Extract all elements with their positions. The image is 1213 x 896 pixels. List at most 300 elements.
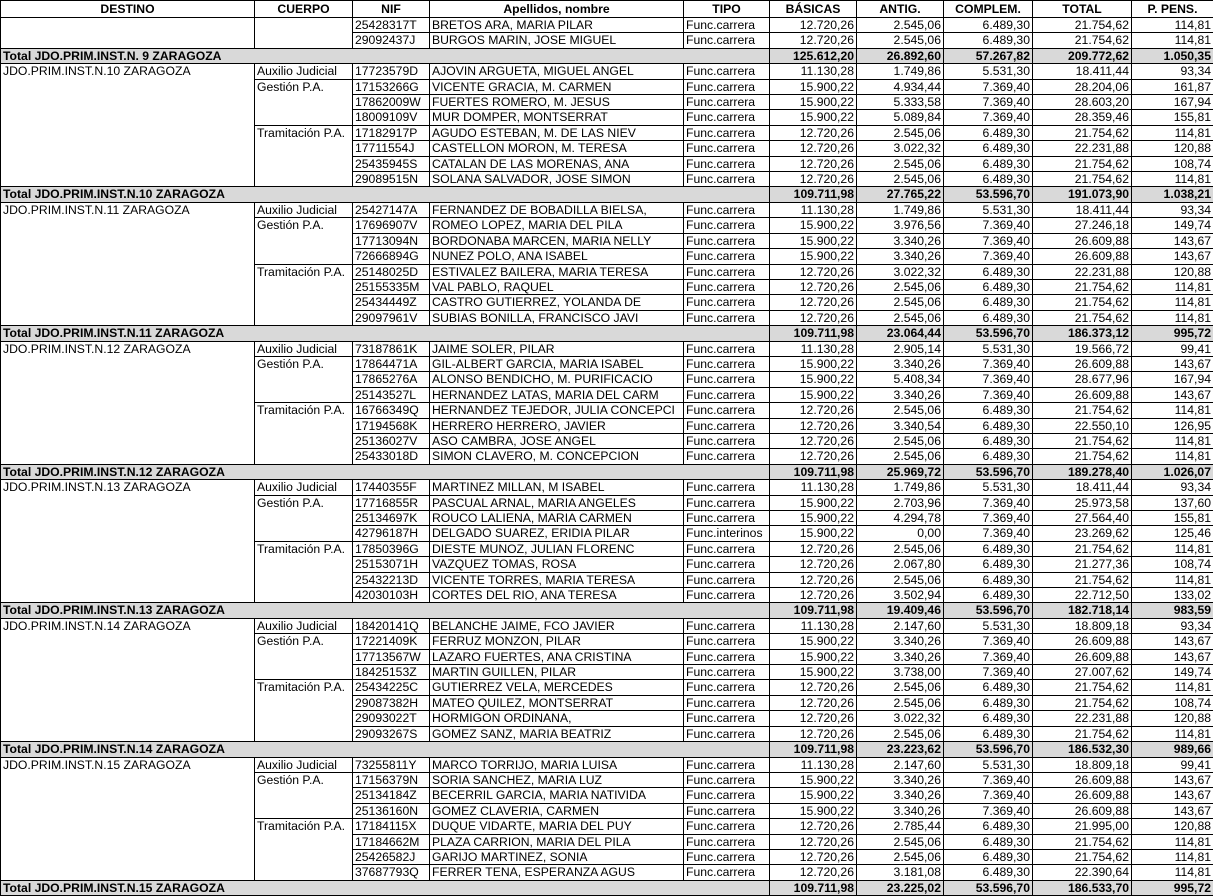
basicas-cell: 15.900,22 — [770, 387, 857, 402]
cuerpo-cell: Tramitación P.A. — [255, 264, 353, 326]
header-antig: ANTIG. — [857, 1, 944, 18]
tipo-cell: Func.carrera — [684, 403, 770, 418]
complem-cell: 6.489,30 — [944, 295, 1033, 310]
p-pens-cell: 114,81 — [1132, 403, 1213, 418]
nif-cell: 25143527L — [353, 387, 430, 402]
total-row — [1, 880, 1213, 895]
total-value: 1.026,07 — [1132, 464, 1213, 479]
nif-cell: 25153071H — [353, 557, 430, 572]
total-value: 109.711,98 — [770, 742, 857, 757]
total-cell: 27.564,40 — [1033, 511, 1132, 526]
total-cell: 26.609,88 — [1033, 634, 1132, 649]
nif-cell: 17713094N — [353, 233, 430, 248]
tipo-cell: Func.carrera — [684, 202, 770, 217]
total-cell: 22.390,64 — [1033, 865, 1132, 880]
total-label: Total JDO.PRIM.INST.N.14 ZARAGOZA — [1, 742, 770, 757]
nif-cell: 25134697K — [353, 511, 430, 526]
total-cell: 21.754,62 — [1033, 403, 1132, 418]
total-value: 209.772,62 — [1033, 48, 1132, 63]
complem-cell: 6.489,30 — [944, 711, 1033, 726]
antig-cell: 3.340,54 — [857, 418, 944, 433]
cuerpo-cell: Gestión P.A. — [255, 218, 353, 264]
nif-cell: 29087382H — [353, 695, 430, 710]
complem-cell: 6.489,30 — [944, 433, 1033, 448]
basicas-cell: 12.720,26 — [770, 711, 857, 726]
antig-cell: 2.545,06 — [857, 403, 944, 418]
tipo-cell: Func.carrera — [684, 726, 770, 741]
total-value: 186.373,12 — [1033, 326, 1132, 341]
total-value: 23.225,02 — [857, 880, 944, 895]
complem-cell: 5.531,30 — [944, 480, 1033, 495]
p-pens-cell: 155,81 — [1132, 511, 1213, 526]
total-label: Total JDO.PRIM.INST.N.10 ZARAGOZA — [1, 187, 770, 202]
complem-cell: 7.369,40 — [944, 495, 1033, 510]
basicas-cell: 12.720,26 — [770, 433, 857, 448]
basicas-cell: 12.720,26 — [770, 695, 857, 710]
total-cell: 26.609,88 — [1033, 249, 1132, 264]
total-value: 53.596,70 — [944, 326, 1033, 341]
antig-cell: 3.340,26 — [857, 249, 944, 264]
total-cell: 22.231,88 — [1033, 141, 1132, 156]
p-pens-cell: 143,67 — [1132, 634, 1213, 649]
basicas-cell: 12.720,26 — [770, 141, 857, 156]
complem-cell: 7.369,40 — [944, 665, 1033, 680]
p-pens-cell: 143,67 — [1132, 233, 1213, 248]
antig-cell: 3.502,94 — [857, 588, 944, 603]
tipo-cell: Func.carrera — [684, 618, 770, 633]
p-pens-cell: 114,81 — [1132, 172, 1213, 187]
destino-cell: JDO.PRIM.INST.N.15 ZARAGOZA — [1, 757, 255, 880]
table-row — [1, 341, 1213, 356]
nif-cell: 18420141Q — [353, 618, 430, 633]
antig-cell: 2.545,06 — [857, 172, 944, 187]
p-pens-cell: 114,81 — [1132, 449, 1213, 464]
total-cell: 18.809,18 — [1033, 757, 1132, 772]
complem-cell: 6.489,30 — [944, 834, 1033, 849]
antig-cell: 2.545,06 — [857, 433, 944, 448]
destino-cell — [1, 18, 255, 49]
name-cell: HERNANDEZ TEJEDOR, JULIA CONCEPCI — [430, 403, 684, 418]
total-cell: 21.754,62 — [1033, 849, 1132, 864]
destino-cell: JDO.PRIM.INST.N.14 ZARAGOZA — [1, 618, 255, 741]
total-row — [1, 603, 1213, 618]
complem-cell: 6.489,30 — [944, 680, 1033, 695]
p-pens-cell: 114,81 — [1132, 33, 1213, 48]
tipo-cell: Func.carrera — [684, 310, 770, 325]
total-value: 57.267,82 — [944, 48, 1033, 63]
total-cell: 19.566,72 — [1033, 341, 1132, 356]
table-row — [1, 18, 1213, 33]
tipo-cell: Func.carrera — [684, 819, 770, 834]
p-pens-cell: 167,94 — [1132, 372, 1213, 387]
tipo-cell: Func.carrera — [684, 680, 770, 695]
nif-cell: 25136160N — [353, 803, 430, 818]
total-value: 1.050,35 — [1132, 48, 1213, 63]
nif-cell: 17221409K — [353, 634, 430, 649]
basicas-cell: 12.720,26 — [770, 156, 857, 171]
tipo-cell: Func.interinos — [684, 526, 770, 541]
total-cell: 21.754,62 — [1033, 449, 1132, 464]
p-pens-cell: 114,81 — [1132, 865, 1213, 880]
name-cell: FERRER TENA, ESPERANZA AGUS — [430, 865, 684, 880]
antig-cell: 2.067,80 — [857, 557, 944, 572]
destino-cell: JDO.PRIM.INST.N.10 ZARAGOZA — [1, 64, 255, 187]
total-value: 995,72 — [1132, 326, 1213, 341]
total-value: 186.533,70 — [1033, 880, 1132, 895]
name-cell: BECERRIL GARCIA, MARIA NATIVIDA — [430, 788, 684, 803]
nif-cell: 17153266G — [353, 79, 430, 94]
antig-cell: 4.934,44 — [857, 79, 944, 94]
header-nif: NIF — [353, 1, 430, 18]
table-row — [1, 202, 1213, 217]
antig-cell: 5.408,34 — [857, 372, 944, 387]
complem-cell: 7.369,40 — [944, 634, 1033, 649]
name-cell: CASTELLON MORON, M. TERESA — [430, 141, 684, 156]
p-pens-cell: 143,67 — [1132, 803, 1213, 818]
name-cell: AGUDO ESTEBAN, M. DE LAS NIEV — [430, 125, 684, 140]
antig-cell: 1.749,86 — [857, 202, 944, 217]
nif-cell: 25435945S — [353, 156, 430, 171]
name-cell: GOMEZ SANZ, MARIA BEATRIZ — [430, 726, 684, 741]
header-total: TOTAL — [1033, 1, 1132, 18]
p-pens-cell: 149,74 — [1132, 218, 1213, 233]
complem-cell: 6.489,30 — [944, 279, 1033, 294]
basicas-cell: 11.130,28 — [770, 480, 857, 495]
name-cell: BORDONABA MARCEN, MARIA NELLY — [430, 233, 684, 248]
table-row — [1, 757, 1213, 772]
antig-cell: 2.545,06 — [857, 695, 944, 710]
tipo-cell: Func.carrera — [684, 18, 770, 33]
tipo-cell: Func.carrera — [684, 557, 770, 572]
table-row — [1, 618, 1213, 633]
nif-cell: 42030103H — [353, 588, 430, 603]
name-cell: SIMON CLAVERO, M. CONCEPCION — [430, 449, 684, 464]
tipo-cell: Func.carrera — [684, 95, 770, 110]
total-cell: 21.754,62 — [1033, 572, 1132, 587]
antig-cell: 2.545,06 — [857, 310, 944, 325]
total-cell: 21.754,62 — [1033, 125, 1132, 140]
total-value: 109.711,98 — [770, 880, 857, 895]
total-value: 109.711,98 — [770, 187, 857, 202]
complem-cell: 5.531,30 — [944, 757, 1033, 772]
p-pens-cell: 114,81 — [1132, 849, 1213, 864]
p-pens-cell: 93,34 — [1132, 618, 1213, 633]
name-cell: HERRERO HERRERO, JAVIER — [430, 418, 684, 433]
basicas-cell: 12.720,26 — [770, 403, 857, 418]
tipo-cell: Func.carrera — [684, 418, 770, 433]
name-cell: ROMEO LOPEZ, MARIA DEL PILA — [430, 218, 684, 233]
cuerpo-cell: Gestión P.A. — [255, 79, 353, 125]
basicas-cell: 12.720,26 — [770, 418, 857, 433]
basicas-cell: 12.720,26 — [770, 279, 857, 294]
name-cell: HERNANDEZ LATAS, MARIA DEL CARM — [430, 387, 684, 402]
basicas-cell: 11.130,28 — [770, 618, 857, 633]
nif-cell: 17184662M — [353, 834, 430, 849]
complem-cell: 6.489,30 — [944, 141, 1033, 156]
cuerpo-cell: Tramitación P.A. — [255, 541, 353, 603]
antig-cell: 2.545,06 — [857, 849, 944, 864]
header-basicas: BÁSICAS — [770, 1, 857, 18]
cuerpo-cell: Auxilio Judicial — [255, 64, 353, 79]
tipo-cell: Func.carrera — [684, 649, 770, 664]
table-row — [1, 480, 1213, 495]
name-cell: MARTINEZ MILLAN, M ISABEL — [430, 480, 684, 495]
name-cell: DELGADO SUAREZ, ERIDIA PILAR — [430, 526, 684, 541]
name-cell: HORMIGON ORDINANA, — [430, 711, 684, 726]
header-cuerpo: CUERPO — [255, 1, 353, 18]
nif-cell: 25136027V — [353, 433, 430, 448]
basicas-cell: 12.720,26 — [770, 18, 857, 33]
cuerpo-cell: Gestión P.A. — [255, 356, 353, 402]
nif-cell: 17713567W — [353, 649, 430, 664]
antig-cell: 2.545,06 — [857, 680, 944, 695]
complem-cell: 6.489,30 — [944, 33, 1033, 48]
antig-cell: 3.340,26 — [857, 772, 944, 787]
nif-cell: 25426582J — [353, 849, 430, 864]
basicas-cell: 12.720,26 — [770, 295, 857, 310]
p-pens-cell: 120,88 — [1132, 141, 1213, 156]
tipo-cell: Func.carrera — [684, 834, 770, 849]
p-pens-cell: 114,81 — [1132, 279, 1213, 294]
total-value: 995,72 — [1132, 880, 1213, 895]
tipo-cell: Func.carrera — [684, 865, 770, 880]
complem-cell: 7.369,40 — [944, 110, 1033, 125]
p-pens-cell: 108,74 — [1132, 557, 1213, 572]
total-value: 23.064,44 — [857, 326, 944, 341]
nif-cell: 17716855R — [353, 495, 430, 510]
tipo-cell: Func.carrera — [684, 803, 770, 818]
antig-cell: 2.545,06 — [857, 156, 944, 171]
nif-cell: 18425153Z — [353, 665, 430, 680]
name-cell: NUNEZ POLO, ANA ISABEL — [430, 249, 684, 264]
antig-cell: 2.545,06 — [857, 726, 944, 741]
complem-cell: 7.369,40 — [944, 387, 1033, 402]
total-cell: 22.231,88 — [1033, 264, 1132, 279]
destino-cell: JDO.PRIM.INST.N.11 ZARAGOZA — [1, 202, 255, 325]
total-cell: 18.411,44 — [1033, 480, 1132, 495]
total-row — [1, 326, 1213, 341]
cuerpo-cell: Tramitación P.A. — [255, 403, 353, 465]
p-pens-cell: 114,81 — [1132, 680, 1213, 695]
total-label: Total JDO.PRIM.INST.N.12 ZARAGOZA — [1, 464, 770, 479]
name-cell: GUTIERREZ VELA, MERCEDES — [430, 680, 684, 695]
antig-cell: 2.147,60 — [857, 757, 944, 772]
tipo-cell: Func.carrera — [684, 665, 770, 680]
total-cell: 22.550,10 — [1033, 418, 1132, 433]
p-pens-cell: 99,41 — [1132, 341, 1213, 356]
total-cell: 18.411,44 — [1033, 202, 1132, 217]
p-pens-cell: 114,81 — [1132, 125, 1213, 140]
complem-cell: 6.489,30 — [944, 264, 1033, 279]
antig-cell: 3.340,26 — [857, 788, 944, 803]
tipo-cell: Func.carrera — [684, 356, 770, 371]
name-cell: BELANCHE JAIME, FCO JAVIER — [430, 618, 684, 633]
basicas-cell: 11.130,28 — [770, 757, 857, 772]
basicas-cell: 12.720,26 — [770, 557, 857, 572]
tipo-cell: Func.carrera — [684, 279, 770, 294]
basicas-cell: 12.720,26 — [770, 172, 857, 187]
total-cell: 26.609,88 — [1033, 803, 1132, 818]
antig-cell: 5.089,84 — [857, 110, 944, 125]
tipo-cell: Func.carrera — [684, 511, 770, 526]
tipo-cell: Func.carrera — [684, 218, 770, 233]
basicas-cell: 15.900,22 — [770, 495, 857, 510]
tipo-cell: Func.carrera — [684, 449, 770, 464]
complem-cell: 7.369,40 — [944, 772, 1033, 787]
p-pens-cell: 155,81 — [1132, 110, 1213, 125]
antig-cell: 3.340,26 — [857, 233, 944, 248]
nif-cell: 17865276A — [353, 372, 430, 387]
tipo-cell: Func.carrera — [684, 849, 770, 864]
tipo-cell: Func.carrera — [684, 141, 770, 156]
total-cell: 25.973,58 — [1033, 495, 1132, 510]
p-pens-cell: 120,88 — [1132, 711, 1213, 726]
tipo-cell: Func.carrera — [684, 695, 770, 710]
tipo-cell: Func.carrera — [684, 480, 770, 495]
basicas-cell: 11.130,28 — [770, 341, 857, 356]
tipo-cell: Func.carrera — [684, 495, 770, 510]
name-cell: PLAZA CARRION, MARIA DEL PILA — [430, 834, 684, 849]
nif-cell: 73255811Y — [353, 757, 430, 772]
total-cell: 28.677,96 — [1033, 372, 1132, 387]
total-cell: 21.754,62 — [1033, 433, 1132, 448]
total-cell: 21.754,62 — [1033, 279, 1132, 294]
nif-cell: 25434449Z — [353, 295, 430, 310]
name-cell: VICENTE GRACIA, M. CARMEN — [430, 79, 684, 94]
complem-cell: 7.369,40 — [944, 649, 1033, 664]
header-complem: COMPLEM. — [944, 1, 1033, 18]
p-pens-cell: 114,81 — [1132, 572, 1213, 587]
basicas-cell: 12.720,26 — [770, 680, 857, 695]
tipo-cell: Func.carrera — [684, 588, 770, 603]
antig-cell: 2.545,06 — [857, 541, 944, 556]
name-cell: MARCO TORRIJO, MARIA LUISA — [430, 757, 684, 772]
tipo-cell: Func.carrera — [684, 125, 770, 140]
tipo-cell: Func.carrera — [684, 387, 770, 402]
complem-cell: 7.369,40 — [944, 788, 1033, 803]
antig-cell: 4.294,78 — [857, 511, 944, 526]
p-pens-cell: 143,67 — [1132, 649, 1213, 664]
complem-cell: 6.489,30 — [944, 819, 1033, 834]
basicas-cell: 12.720,26 — [770, 588, 857, 603]
total-cell: 21.754,62 — [1033, 156, 1132, 171]
complem-cell: 6.489,30 — [944, 572, 1033, 587]
nif-cell: 29093267S — [353, 726, 430, 741]
nif-cell: 17862009W — [353, 95, 430, 110]
tipo-cell: Func.carrera — [684, 372, 770, 387]
header-tipo: TIPO — [684, 1, 770, 18]
basicas-cell: 15.900,22 — [770, 95, 857, 110]
complem-cell: 6.489,30 — [944, 18, 1033, 33]
tipo-cell: Func.carrera — [684, 264, 770, 279]
basicas-cell: 12.720,26 — [770, 33, 857, 48]
total-cell: 28.359,46 — [1033, 110, 1132, 125]
header-p-pens: P. PENS. — [1132, 1, 1213, 18]
name-cell: GOMEZ CLAVERIA, CARMEN — [430, 803, 684, 818]
cuerpo-cell: Auxilio Judicial — [255, 618, 353, 633]
total-cell: 28.603,20 — [1033, 95, 1132, 110]
complem-cell: 7.369,40 — [944, 233, 1033, 248]
nif-cell: 25155335M — [353, 279, 430, 294]
total-cell: 21.754,62 — [1033, 18, 1132, 33]
antig-cell: 2.545,06 — [857, 834, 944, 849]
name-cell: LAZARO FUERTES, ANA CRISTINA — [430, 649, 684, 664]
nif-cell: 16766349Q — [353, 403, 430, 418]
basicas-cell: 15.900,22 — [770, 665, 857, 680]
antig-cell: 5.333,58 — [857, 95, 944, 110]
basicas-cell: 12.720,26 — [770, 865, 857, 880]
cuerpo-cell: Tramitación P.A. — [255, 125, 353, 187]
tipo-cell: Func.carrera — [684, 156, 770, 171]
basicas-cell: 12.720,26 — [770, 572, 857, 587]
p-pens-cell: 93,34 — [1132, 480, 1213, 495]
antig-cell: 2.545,06 — [857, 449, 944, 464]
total-label: Total JDO.PRIM.INST.N.15 ZARAGOZA — [1, 880, 770, 895]
antig-cell: 2.905,14 — [857, 341, 944, 356]
cuerpo-cell: Gestión P.A. — [255, 772, 353, 818]
name-cell: FERNANDEZ DE BOBADILLA BIELSA, — [430, 202, 684, 217]
tipo-cell: Func.carrera — [684, 788, 770, 803]
p-pens-cell: 108,74 — [1132, 156, 1213, 171]
cuerpo-cell: Auxilio Judicial — [255, 480, 353, 495]
p-pens-cell: 108,74 — [1132, 695, 1213, 710]
name-cell: CASTRO GUTIERREZ, YOLANDA DE — [430, 295, 684, 310]
complem-cell: 7.369,40 — [944, 79, 1033, 94]
complem-cell: 6.489,30 — [944, 310, 1033, 325]
total-value: 27.765,22 — [857, 187, 944, 202]
basicas-cell: 15.900,22 — [770, 772, 857, 787]
p-pens-cell: 114,81 — [1132, 433, 1213, 448]
p-pens-cell: 133,02 — [1132, 588, 1213, 603]
name-cell: CATALAN DE LAS MORENAS, ANA — [430, 156, 684, 171]
antig-cell: 3.340,26 — [857, 803, 944, 818]
nif-cell: 42796187H — [353, 526, 430, 541]
nif-cell: 25148025D — [353, 264, 430, 279]
total-value: 189.278,40 — [1033, 464, 1132, 479]
total-cell: 21.754,62 — [1033, 541, 1132, 556]
name-cell: ROUCO LALIENA, MARIA CARMEN — [430, 511, 684, 526]
p-pens-cell: 126,95 — [1132, 418, 1213, 433]
tipo-cell: Func.carrera — [684, 110, 770, 125]
p-pens-cell: 114,81 — [1132, 310, 1213, 325]
tipo-cell: Func.carrera — [684, 757, 770, 772]
name-cell: BRETOS ARA, MARIA PILAR — [430, 18, 684, 33]
name-cell: MARTIN GUILLEN, PILAR — [430, 665, 684, 680]
p-pens-cell: 99,41 — [1132, 757, 1213, 772]
antig-cell: 0,00 — [857, 526, 944, 541]
tipo-cell: Func.carrera — [684, 249, 770, 264]
basicas-cell: 15.900,22 — [770, 233, 857, 248]
basicas-cell: 15.900,22 — [770, 649, 857, 664]
name-cell: GARIJO MARTINEZ, SONIA — [430, 849, 684, 864]
nif-cell: 17864471A — [353, 356, 430, 371]
tipo-cell: Func.carrera — [684, 433, 770, 448]
complem-cell: 6.489,30 — [944, 156, 1033, 171]
antig-cell: 3.340,26 — [857, 356, 944, 371]
total-value: 109.711,98 — [770, 464, 857, 479]
name-cell: ESTIVALEZ BAILERA, MARIA TERESA — [430, 264, 684, 279]
basicas-cell: 15.900,22 — [770, 803, 857, 818]
name-cell: DIESTE MUNOZ, JULIAN FLORENC — [430, 541, 684, 556]
nif-cell: 29093022T — [353, 711, 430, 726]
complem-cell: 7.369,40 — [944, 95, 1033, 110]
complem-cell: 5.531,30 — [944, 64, 1033, 79]
name-cell: PASCUAL ARNAL, MARIA ANGELES — [430, 495, 684, 510]
complem-cell: 6.489,30 — [944, 418, 1033, 433]
total-cell: 21.754,62 — [1033, 33, 1132, 48]
antig-cell: 3.022,32 — [857, 141, 944, 156]
total-value: 109.711,98 — [770, 603, 857, 618]
